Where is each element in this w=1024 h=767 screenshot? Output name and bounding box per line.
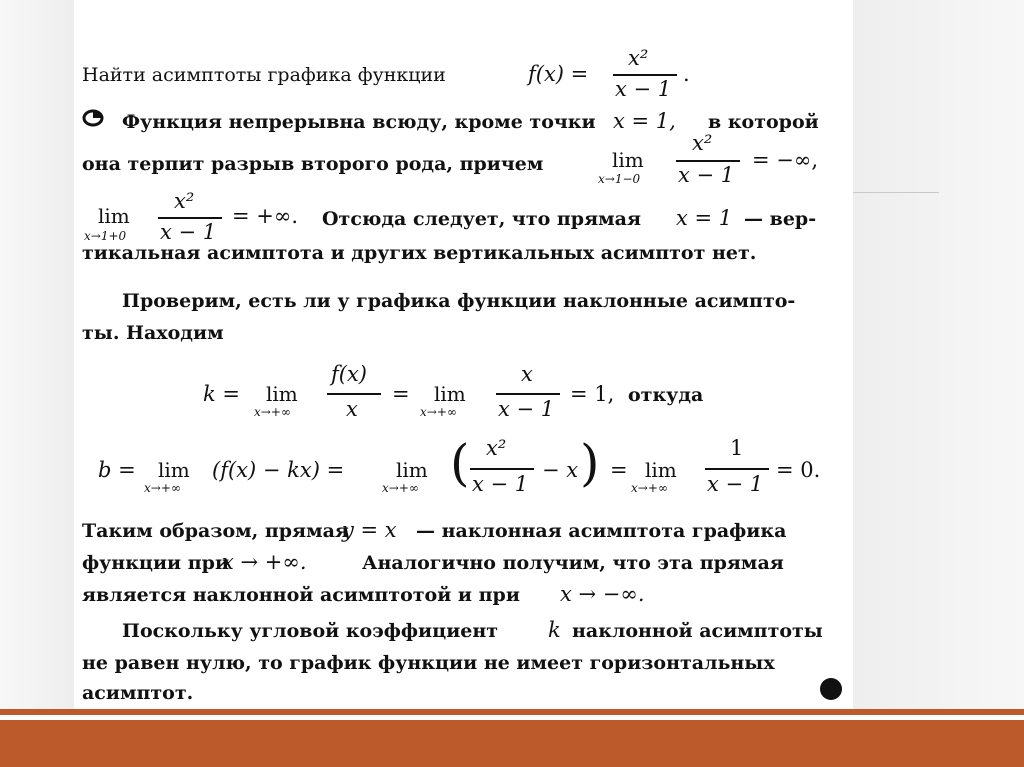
b-frac1-num: x²: [486, 436, 507, 460]
b-lim-2-sub: x→+∞: [382, 481, 419, 495]
para3-line3-text: является наклонной асимптотой и при: [82, 584, 520, 606]
para4-line2: не равен нулю, то график функции не имеет горизонтальных: [82, 652, 775, 674]
frac1-bar: [676, 160, 740, 162]
lim-1: lim: [612, 148, 644, 172]
b-frac1-bar: [470, 468, 534, 470]
function-denominator: x − 1: [615, 77, 672, 101]
k-frac1-num: f(x): [331, 362, 368, 386]
para4-line3: асимптот.: [82, 682, 194, 704]
para4-line1-end: наклонной асимптоты: [572, 620, 823, 642]
function-period: .: [683, 62, 690, 86]
b-lhs: b =: [98, 458, 136, 482]
solution-start-icon: [82, 109, 104, 127]
k-frac2-bar: [496, 393, 560, 395]
b-eq: =: [610, 458, 628, 482]
para4-line1-text: Поскольку угловой коэффициент: [122, 620, 499, 642]
k-lim-2: lim: [434, 382, 466, 406]
k-word: откуда: [628, 384, 704, 406]
b-lim-1: lim: [158, 458, 190, 482]
para3-line2-math: x → +∞.: [222, 550, 307, 574]
k-frac2-num: x: [521, 362, 533, 386]
side-divider: [853, 192, 939, 193]
para1-line3-text: Отсюда следует, что прямая: [322, 208, 641, 230]
para1-line4: тикальная асимптота и других вертикальных асимптот нет.: [82, 242, 757, 264]
k-lim-1: lim: [266, 382, 298, 406]
b-frac3-den: x − 1: [707, 472, 764, 496]
res2: = +∞.: [232, 204, 299, 228]
b-lim-2: lim: [396, 458, 428, 482]
frac2-den: x − 1: [160, 220, 217, 244]
k-lim-1-sub: x→+∞: [254, 405, 291, 419]
footer-bar: [0, 720, 1024, 767]
k-frac1-bar: [327, 393, 381, 395]
function-lhs: f(x) =: [528, 62, 589, 86]
b-lim-1-sub: x→+∞: [144, 481, 181, 495]
slide-right-margin: [853, 0, 1024, 714]
scanned-page: [74, 0, 853, 720]
k-frac1-den: x: [346, 397, 358, 421]
function-fraction-bar: [613, 74, 677, 76]
b-result: = 0.: [776, 458, 821, 482]
para1-line1-math: x = 1,: [613, 109, 676, 133]
para3-line1-text: Таким образом, прямая: [82, 520, 349, 542]
frac1-num: x²: [692, 131, 713, 155]
para1-line1-end: в которой: [708, 111, 819, 133]
b-frac3-num: 1: [730, 436, 744, 460]
k-result: = 1,: [570, 382, 615, 406]
para3-line1-math: y = x: [342, 518, 397, 542]
frac2-bar: [158, 217, 222, 219]
frac1-den: x − 1: [678, 163, 735, 187]
para1-line2-text: она терпит разрыв второго рода, причем: [82, 153, 544, 175]
solution-end-icon: [820, 678, 842, 700]
para3-line2-end: Аналогично получим, что эта прямая: [362, 552, 784, 574]
k-lim-2-sub: x→+∞: [420, 405, 457, 419]
res1: = −∞,: [752, 148, 819, 172]
b-frac1-den: x − 1: [472, 472, 529, 496]
para3-line3-math: x → −∞.: [560, 582, 645, 606]
frac2-num: x²: [174, 189, 195, 213]
para3-line2-text: функции при: [82, 552, 230, 574]
para3-line1-end: — наклонная асимптота графика: [416, 520, 787, 542]
b-right-paren: ): [580, 434, 600, 492]
task-text: Найти асимптоты графика функции: [82, 64, 446, 86]
b-lim-3: lim: [645, 458, 677, 482]
lim-2-sub: x→1+0: [84, 229, 127, 243]
b-left-paren: (: [450, 434, 470, 492]
lim-1-sub: x→1−0: [598, 172, 641, 186]
b-frac3-bar: [705, 468, 769, 470]
b-expr: (f(x) − kx) =: [212, 458, 345, 482]
para1-line3-end: — вер-: [744, 208, 817, 230]
slide-left-margin: [0, 0, 74, 714]
function-numerator: x²: [628, 46, 649, 70]
lim-2: lim: [98, 204, 130, 228]
para1-line1-text: Функция непрерывна всюду, кроме точки: [122, 111, 596, 133]
para2-line1: Проверим, есть ли у графика функции наклонные асимпто-: [122, 290, 796, 312]
accent-line: [0, 709, 1024, 715]
para2-line2: ты. Находим: [82, 322, 224, 344]
k-frac2-den: x − 1: [498, 397, 555, 421]
para4-line1-math: k: [548, 618, 561, 642]
para1-line3-math: x = 1: [676, 206, 733, 230]
k-eq: =: [392, 382, 410, 406]
b-lim-3-sub: x→+∞: [631, 481, 668, 495]
k-lhs: k =: [203, 382, 240, 406]
b-minus-x: − x: [542, 458, 579, 482]
